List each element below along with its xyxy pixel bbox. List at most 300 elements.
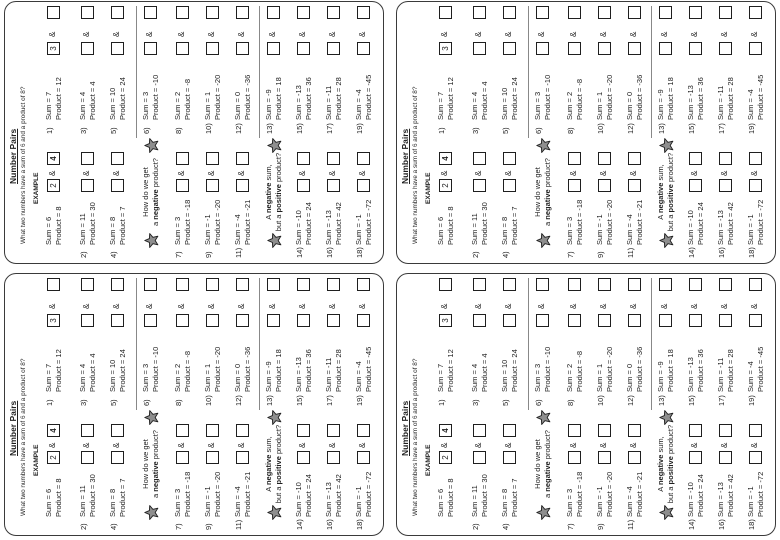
sum-clue: Sum = 0 bbox=[233, 91, 242, 120]
problem-clues bbox=[500, 349, 519, 392]
product-clue: Product = 7 bbox=[509, 206, 519, 245]
hint-line bbox=[141, 424, 151, 504]
product-clue: Product = -10 bbox=[542, 346, 552, 392]
ampersand: & bbox=[569, 170, 578, 176]
example-problem bbox=[435, 138, 457, 262]
hint-segment: but a bbox=[665, 212, 675, 232]
ampersand: & bbox=[145, 303, 154, 309]
product-clue: Product = -20 bbox=[212, 346, 222, 392]
sum-clue: Sum = -4 bbox=[746, 361, 755, 392]
product-clue: Product = -20 bbox=[604, 74, 614, 120]
answer-box-first bbox=[628, 451, 641, 464]
ampersand: & bbox=[629, 170, 638, 176]
problem-clues bbox=[173, 472, 192, 517]
problem-clues bbox=[625, 200, 644, 245]
sum-clue: Sum = 3 bbox=[141, 363, 150, 392]
sum-clue: Sum = -13 bbox=[294, 357, 303, 392]
problem-number: 4) bbox=[501, 523, 510, 530]
problem-item bbox=[353, 410, 375, 534]
example-problem bbox=[43, 138, 65, 262]
hint-segment: sum, bbox=[264, 436, 273, 455]
sum-clue: Sum = 1 bbox=[595, 363, 604, 392]
hint-text bbox=[264, 424, 283, 504]
problem-number: 15) bbox=[295, 123, 304, 134]
problem-number: 19) bbox=[747, 395, 756, 406]
answer-box-first bbox=[357, 451, 370, 464]
problem-number: 1) bbox=[437, 127, 446, 134]
problem-clues bbox=[470, 353, 489, 392]
sum-clue: Sum = 3 bbox=[173, 216, 182, 245]
problem-item bbox=[107, 274, 129, 408]
product-clue: Product = 18 bbox=[273, 77, 283, 120]
ampersand: & bbox=[112, 442, 121, 448]
product-clue: Product = -8 bbox=[182, 78, 192, 120]
ampersand: & bbox=[268, 31, 277, 37]
problem-item bbox=[77, 138, 99, 262]
answer-box-second bbox=[628, 6, 641, 19]
problem-clues bbox=[625, 75, 644, 120]
product-clue: Product = 4 bbox=[87, 81, 97, 120]
problem-clues bbox=[565, 472, 584, 517]
problem-number: 14) bbox=[687, 247, 696, 258]
answer-box-second bbox=[206, 152, 219, 165]
problem-number: 11) bbox=[626, 247, 635, 258]
problem-item bbox=[140, 274, 162, 408]
problem-item bbox=[202, 2, 224, 136]
sum-clue: Sum = -13 bbox=[686, 357, 695, 392]
answer-box-first: 3 bbox=[47, 42, 60, 55]
answer-box-second bbox=[503, 152, 516, 165]
hint-prompt bbox=[263, 138, 287, 262]
problem-item bbox=[202, 410, 224, 534]
answer-box-first bbox=[719, 451, 732, 464]
product-clue: Product = 12 bbox=[53, 77, 63, 120]
answer-box-second bbox=[111, 278, 124, 291]
answer-box-second bbox=[327, 278, 340, 291]
problem-number: 16) bbox=[717, 519, 726, 530]
hint-line bbox=[656, 424, 666, 504]
hint-emphasis: positive bbox=[665, 456, 675, 485]
hint-segment: product? bbox=[273, 424, 283, 457]
ampersand: & bbox=[690, 303, 699, 309]
hint-segment: a bbox=[150, 219, 160, 226]
problem-item bbox=[469, 410, 491, 534]
ampersand: & bbox=[537, 31, 546, 37]
sum-clue: Sum = 10 bbox=[108, 359, 117, 392]
answer-box-second bbox=[176, 424, 189, 437]
sum-clue: Sum = 3 bbox=[565, 216, 574, 245]
answer-box-second bbox=[598, 152, 611, 165]
hint-line bbox=[666, 152, 676, 232]
answer-box-first bbox=[749, 179, 762, 192]
problem-item bbox=[685, 2, 707, 136]
ampersand: & bbox=[207, 170, 216, 176]
ampersand: & bbox=[690, 31, 699, 37]
section-divider bbox=[651, 6, 652, 138]
problem-clues bbox=[716, 202, 735, 245]
hint-line bbox=[141, 152, 151, 232]
problem-item bbox=[323, 2, 345, 136]
problem-item bbox=[469, 2, 491, 136]
product-clue: Product = -36 bbox=[634, 74, 644, 120]
sum-clue: Sum = 8 bbox=[500, 216, 509, 245]
ampersand: & bbox=[440, 442, 449, 448]
problem-clues bbox=[108, 206, 127, 245]
answer-box-first bbox=[473, 451, 486, 464]
sum-clue: Sum = -9 bbox=[656, 89, 665, 120]
hint-prompt bbox=[532, 138, 556, 262]
sum-clue: Sum = 3 bbox=[533, 91, 542, 120]
sum-clue: Sum = 3 bbox=[565, 488, 574, 517]
problem-number: 9) bbox=[596, 523, 605, 530]
answer-box-second bbox=[144, 278, 157, 291]
problem-clues bbox=[436, 206, 455, 245]
ampersand: & bbox=[599, 31, 608, 37]
hint-line bbox=[151, 152, 161, 232]
hint-emphasis: negative bbox=[150, 189, 160, 220]
hint-prompt bbox=[140, 410, 164, 534]
answer-box-first bbox=[206, 42, 219, 55]
hint-text bbox=[141, 424, 160, 504]
product-clue: Product = 24 bbox=[117, 349, 127, 392]
problem-number: 6) bbox=[142, 399, 151, 406]
product-clue: Product = -72 bbox=[755, 471, 765, 517]
product-clue: Product = 8 bbox=[445, 206, 455, 245]
ampersand: & bbox=[328, 31, 337, 37]
answer-box-second bbox=[749, 152, 762, 165]
problem-clues bbox=[595, 75, 614, 120]
problem-number: 12) bbox=[626, 123, 635, 134]
hint-text bbox=[141, 152, 160, 232]
problem-clues bbox=[354, 75, 373, 120]
ampersand: & bbox=[474, 442, 483, 448]
example-label: EXAMPLE bbox=[425, 444, 432, 476]
worksheet-card-bottom-right bbox=[396, 273, 776, 536]
answer-box-second bbox=[719, 152, 732, 165]
problem-number: 7) bbox=[566, 523, 575, 530]
worksheet-card-bottom-left bbox=[4, 273, 384, 536]
problem-item bbox=[564, 410, 586, 534]
problem-item bbox=[685, 138, 707, 262]
star-icon bbox=[536, 233, 551, 248]
sum-clue: Sum = -4 bbox=[354, 89, 363, 120]
sum-clue: Sum = -1 bbox=[354, 214, 363, 245]
problem-clues bbox=[354, 472, 373, 517]
answer-box-second bbox=[598, 424, 611, 437]
answer-box-first bbox=[176, 451, 189, 464]
ampersand: & bbox=[328, 170, 337, 176]
problem-item bbox=[323, 410, 345, 534]
problem-clues bbox=[656, 77, 675, 120]
product-clue: Product = -8 bbox=[182, 350, 192, 392]
hint-segment: product? bbox=[273, 152, 283, 185]
problem-clues bbox=[294, 202, 313, 245]
product-clue: Product = -8 bbox=[574, 78, 584, 120]
problem-number: 11) bbox=[234, 519, 243, 530]
example-problem bbox=[43, 410, 65, 534]
problem-clues bbox=[746, 200, 765, 245]
product-clue: Product = -18 bbox=[574, 471, 584, 517]
ampersand: & bbox=[720, 170, 729, 176]
answer-box-second: 4 bbox=[47, 424, 60, 437]
worksheet-card-top-left bbox=[4, 1, 384, 264]
problem-number: 3) bbox=[471, 127, 480, 134]
product-clue: Product = 36 bbox=[303, 349, 313, 392]
product-clue: Product = 7 bbox=[117, 206, 127, 245]
sum-clue: Sum = -10 bbox=[686, 482, 695, 517]
problem-clues bbox=[436, 77, 455, 120]
ampersand: & bbox=[112, 303, 121, 309]
answer-box-second bbox=[111, 424, 124, 437]
sum-clue: Sum = 6 bbox=[436, 216, 445, 245]
problem-item bbox=[499, 410, 521, 534]
sum-clue: Sum = 2 bbox=[173, 363, 182, 392]
problem-number: 5) bbox=[501, 127, 510, 134]
answer-box-second bbox=[568, 6, 581, 19]
problem-clues bbox=[354, 347, 373, 392]
product-clue: Product = -36 bbox=[242, 74, 252, 120]
problem-clues bbox=[44, 77, 63, 120]
problem-item bbox=[624, 138, 646, 262]
answer-box-first bbox=[297, 42, 310, 55]
hint-text bbox=[264, 152, 283, 232]
answer-box-first bbox=[111, 451, 124, 464]
hint-line bbox=[274, 152, 284, 232]
product-clue: Product = -72 bbox=[755, 199, 765, 245]
hint-segment: How do we get bbox=[533, 439, 542, 489]
problem-number: 6) bbox=[534, 127, 543, 134]
sum-clue: Sum = -13 bbox=[324, 210, 333, 245]
star-icon bbox=[659, 233, 674, 248]
ampersand: & bbox=[750, 303, 759, 309]
problem-item bbox=[745, 138, 767, 262]
sum-clue: Sum = -11 bbox=[716, 85, 725, 120]
problem-number: 11) bbox=[626, 519, 635, 530]
problem-item bbox=[77, 410, 99, 534]
answer-box-first bbox=[628, 42, 641, 55]
problem-item bbox=[43, 2, 65, 136]
answer-box-second bbox=[659, 6, 672, 19]
problem-number: 2) bbox=[79, 251, 88, 258]
product-clue: Product = -20 bbox=[604, 471, 614, 517]
problem-item bbox=[323, 138, 345, 262]
problem-number: 2) bbox=[79, 523, 88, 530]
sum-clue: Sum = -1 bbox=[354, 486, 363, 517]
answer-box-second bbox=[659, 278, 672, 291]
hint-text bbox=[656, 152, 675, 232]
product-clue: Product = -45 bbox=[755, 346, 765, 392]
answer-box-first bbox=[568, 42, 581, 55]
answer-box-first bbox=[719, 179, 732, 192]
problem-item bbox=[172, 410, 194, 534]
problem-clues bbox=[108, 478, 127, 517]
answer-box-first bbox=[659, 42, 672, 55]
problem-number: 3) bbox=[79, 127, 88, 134]
answer-box-second bbox=[81, 278, 94, 291]
product-clue: Product = 12 bbox=[445, 77, 455, 120]
ampersand: & bbox=[112, 31, 121, 37]
product-clue: Product = 8 bbox=[53, 478, 63, 517]
ampersand: & bbox=[440, 303, 449, 309]
answer-box-first bbox=[81, 179, 94, 192]
star-icon bbox=[536, 138, 551, 153]
sum-clue: Sum = -1 bbox=[203, 486, 212, 517]
answer-box-first bbox=[236, 179, 249, 192]
answer-box-first bbox=[81, 42, 94, 55]
problem-number: 4) bbox=[501, 251, 510, 258]
hint-text bbox=[533, 424, 552, 504]
problem-item bbox=[202, 138, 224, 262]
ampersand: & bbox=[504, 31, 513, 37]
product-clue: Product = 42 bbox=[725, 474, 735, 517]
problem-item bbox=[353, 138, 375, 262]
problem-item bbox=[107, 2, 129, 136]
ampersand: & bbox=[207, 303, 216, 309]
answer-box-first bbox=[568, 451, 581, 464]
section-divider bbox=[651, 278, 652, 410]
hint-segment: product? bbox=[150, 430, 160, 462]
problem-clues bbox=[173, 79, 192, 120]
ampersand: & bbox=[358, 170, 367, 176]
problem-number: 17) bbox=[325, 123, 334, 134]
sum-clue: Sum = -13 bbox=[716, 482, 725, 517]
sum-clue: Sum = 10 bbox=[500, 359, 509, 392]
hint-line bbox=[543, 424, 553, 504]
answer-box-first bbox=[628, 179, 641, 192]
ampersand: & bbox=[177, 31, 186, 37]
problem-clues bbox=[78, 474, 97, 517]
answer-box-first bbox=[111, 314, 124, 327]
answer-box-second bbox=[81, 152, 94, 165]
answer-box-second bbox=[267, 278, 280, 291]
answer-box-first bbox=[598, 451, 611, 464]
problem-clues bbox=[203, 472, 222, 517]
problem-item bbox=[469, 274, 491, 408]
sum-clue: Sum = -4 bbox=[625, 486, 634, 517]
ampersand: & bbox=[298, 170, 307, 176]
hint-emphasis: negative bbox=[264, 182, 273, 214]
ampersand: & bbox=[750, 442, 759, 448]
answer-box-second bbox=[81, 424, 94, 437]
answer-box-first bbox=[111, 42, 124, 55]
answer-box-first bbox=[689, 314, 702, 327]
problem-number: 10) bbox=[596, 395, 605, 406]
hint-line bbox=[533, 152, 543, 232]
product-clue: Product = -45 bbox=[755, 74, 765, 120]
ampersand: & bbox=[629, 303, 638, 309]
answer-box-second bbox=[327, 424, 340, 437]
problem-number: 15) bbox=[295, 395, 304, 406]
product-clue: Product = 24 bbox=[695, 202, 705, 245]
worksheet-title: Number Pairs bbox=[8, 128, 18, 184]
problem-number: 8) bbox=[174, 127, 183, 134]
answer-box-second bbox=[503, 278, 516, 291]
problem-item bbox=[715, 138, 737, 262]
product-clue: Product = 4 bbox=[87, 353, 97, 392]
star-icon bbox=[144, 410, 159, 425]
sum-clue: Sum = -11 bbox=[324, 357, 333, 392]
problem-item bbox=[293, 410, 315, 534]
answer-box-first bbox=[297, 179, 310, 192]
product-clue: Product = -10 bbox=[150, 74, 160, 120]
sum-clue: Sum = -11 bbox=[716, 357, 725, 392]
problem-item bbox=[745, 2, 767, 136]
star-icon bbox=[659, 505, 674, 520]
problem-clues bbox=[746, 472, 765, 517]
problem-clues bbox=[324, 202, 343, 245]
hint-segment: sum, bbox=[656, 164, 665, 183]
problem-number: 12) bbox=[626, 395, 635, 406]
hint-segment: but a bbox=[273, 484, 283, 504]
answer-box-second bbox=[689, 278, 702, 291]
product-clue: Product = -20 bbox=[212, 74, 222, 120]
product-clue: Product = 28 bbox=[333, 77, 343, 120]
sum-clue: Sum = 2 bbox=[565, 91, 574, 120]
problem-item bbox=[594, 2, 616, 136]
problem-clues bbox=[686, 474, 705, 517]
hint-segment: a bbox=[150, 491, 160, 498]
ampersand: & bbox=[145, 31, 154, 37]
problem-item bbox=[293, 274, 315, 408]
sum-clue: Sum = 2 bbox=[173, 91, 182, 120]
ampersand: & bbox=[599, 442, 608, 448]
problem-item bbox=[564, 138, 586, 262]
answer-box-first: 2 bbox=[47, 179, 60, 192]
product-clue: Product = 24 bbox=[509, 349, 519, 392]
problem-item bbox=[499, 2, 521, 136]
problem-clues bbox=[233, 200, 252, 245]
product-clue: Product = -20 bbox=[212, 471, 222, 517]
ampersand: & bbox=[48, 303, 57, 309]
sum-clue: Sum = -1 bbox=[595, 214, 604, 245]
answer-box-second bbox=[357, 424, 370, 437]
problem-number: 7) bbox=[174, 523, 183, 530]
answer-box-second: 4 bbox=[47, 152, 60, 165]
problem-item bbox=[532, 2, 554, 136]
problem-item bbox=[263, 274, 285, 408]
star-icon bbox=[659, 410, 674, 425]
answer-box-second bbox=[719, 278, 732, 291]
worksheet-title: Number Pairs bbox=[400, 128, 410, 184]
answer-box-first bbox=[749, 42, 762, 55]
ampersand: & bbox=[599, 170, 608, 176]
problem-number: 6) bbox=[142, 127, 151, 134]
answer-box-first bbox=[749, 451, 762, 464]
hint-emphasis: negative bbox=[264, 454, 273, 486]
ampersand: & bbox=[82, 303, 91, 309]
problem-number: 11) bbox=[234, 247, 243, 258]
answer-box-second bbox=[206, 424, 219, 437]
sum-clue: Sum = 1 bbox=[203, 363, 212, 392]
answer-box-first bbox=[719, 42, 732, 55]
product-clue: Product = 12 bbox=[53, 349, 63, 392]
ampersand: & bbox=[48, 31, 57, 37]
ampersand: & bbox=[82, 170, 91, 176]
product-clue: Product = -18 bbox=[182, 471, 192, 517]
problem-clues bbox=[716, 474, 735, 517]
problem-number: 8) bbox=[566, 399, 575, 406]
problem-item bbox=[172, 2, 194, 136]
answer-box-second bbox=[689, 6, 702, 19]
problem-clues bbox=[173, 200, 192, 245]
hint-segment: product? bbox=[542, 430, 552, 462]
answer-box-second bbox=[503, 424, 516, 437]
problem-number: 12) bbox=[234, 123, 243, 134]
problem-clues bbox=[233, 347, 252, 392]
product-clue: Product = 30 bbox=[479, 202, 489, 245]
problem-number: 4) bbox=[109, 523, 118, 530]
ampersand: & bbox=[82, 31, 91, 37]
